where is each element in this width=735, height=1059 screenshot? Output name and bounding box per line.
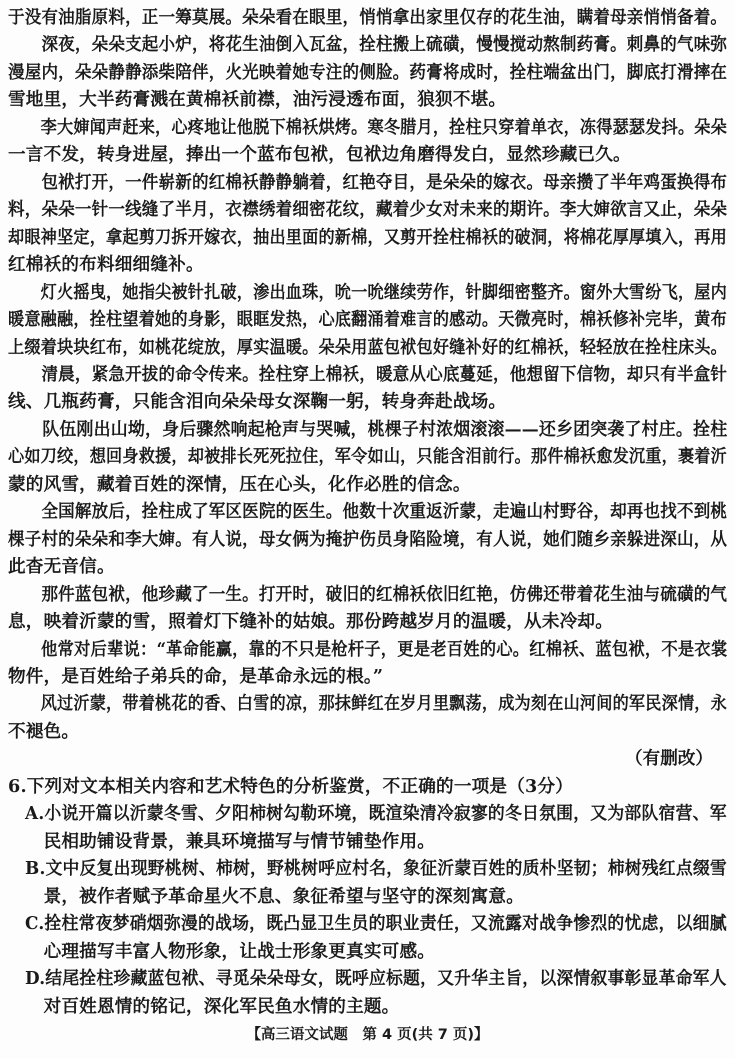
- passage-line: 雪地里，大半药膏溅在黄棉袄前襟，油污浸透布面，狼狈不堪。: [8, 89, 507, 111]
- passage-line: 料，朵朵一针一线缝了半月，衣襟绣着细密花纹，藏着少女对未来的期许。李大婶欲言又止，朵朵: [8, 199, 728, 221]
- passage-line: 李大婶闻声赶来，心疼地让他脱下棉袄烘烤。寒冬腊月，拴柱只穿着单衣，冻得瑟瑟发抖。朵朵: [8, 116, 727, 138]
- question-line: B.文中反复出现野桃树、柿树，野桃树呼应村名，象征沂蒙百姓的质朴坚韧；柿树残红点缀雪: [8, 858, 727, 880]
- passage-line: 队伍刚出山坳，身后骤然响起枪声与哭喊，桃棵子村浓烟滚滚——还乡团突袭了村庄。拴柱: [8, 418, 728, 440]
- passage-line: 上缀着块块红布，如桃花绽放，厚实温暖。朵朵用蓝包袱包好缝补好的红棉袄，轻轻放在拴柱床头。: [8, 336, 727, 358]
- passage-line: 物件，是百姓给子弟兵的命，是革命永远的根。”: [8, 666, 384, 688]
- passage-line: 漫屋内，朵朵静静添柴陪伴，火光映着她专注的侧脸。药膏将成时，拴柱端盆出门，脚底打滑摔在: [8, 61, 728, 83]
- passage-line: 心如刀绞，想回身救援，却被排长死死拉住，军令如山，只能含泪前行。那件棉袄愈发沉重，裹着沂: [8, 446, 727, 468]
- passage-line: 红棉袄的布料细细缝补。: [8, 254, 204, 276]
- question-line: 景，被作者赋予革命星火不息、象征希望与坚守的深刻寓意。: [8, 885, 525, 907]
- passage-line: 清晨，紧急开拔的命令传来。拴柱穿上棉袄，暖意从心底蔓延，他想留下信物，却只有半盒针: [8, 363, 728, 385]
- passage-line: 不褪色。: [8, 720, 80, 742]
- question-line: 对百姓恩情的铭记，深化军民鱼水情的主题。: [8, 995, 400, 1017]
- question-line: A.小说开篇以沂蒙冬雪、夕阳柿树勾勒环境，既渲染清冷寂寥的冬日氛围，又为部队宿营、军: [8, 803, 727, 825]
- passage-line: 一言不发，转身进屋，捧出一个蓝布包袱，包袱边角磨得发白，显然珍藏已久。: [8, 144, 631, 166]
- passage-line: 深夜，朵朵支起小炉，将花生油倒入瓦盆，拴柱搬上硫磺，慢慢搅动熬制药膏。刺鼻的气味弥: [8, 34, 728, 56]
- passage-line: 线、几瓶药膏，只能含泪向朵朵母女深鞠一躬，转身奔赴战场。: [8, 391, 507, 413]
- question-line: C.拴柱常夜梦硝烟弥漫的战场，既凸显卫生员的职业责任，又流露对战争惨烈的忧虑，以细腻: [8, 913, 727, 935]
- passage-line: 暖意融融，拴柱望着她的身影，眼眶发热，心底翻涌着难言的感动。天微亮时，棉袄修补完毕，黄布: [8, 309, 727, 331]
- passage-line: 却眼神坚定，拿起剪刀拆开嫁衣，抽出里面的新棉，又剪开拴柱棉袄的破洞，将棉花厚厚填入，再用: [8, 226, 727, 248]
- passage-line: 他常对后辈说：“革命能赢，靠的不只是枪杆子，更是老百姓的心。红棉袄、蓝包袱，不是衣裳: [8, 638, 728, 660]
- passage-line: 风过沂蒙，带着桃花的香、白雪的凉，那抹鲜红在岁月里飘荡，成为刻在山河间的军民深情，永: [8, 693, 727, 715]
- passage-line: 息，映着沂蒙的雪，照着灯下缝补的姑娘。那份跨越岁月的温暖，从未冷却。: [8, 611, 613, 633]
- page-footer: 【高三语文试题 第 4 页(共 7 页)】: [246, 1027, 489, 1043]
- passage-line: 于没有油脂原料，正一筹莫展。朵朵看在眼里，悄悄拿出家里仅存的花生油，瞒着母亲悄悄备着。: [8, 7, 728, 28]
- passage-line: 包袱打开，一件崭新的红棉袄静静躺着，红艳夺目，是朵朵的嫁衣。母亲攒了半年鸡蛋换得布: [8, 171, 728, 193]
- passage-line: 蒙的风雪，藏着百姓的深情，压在心头，化作必胜的信念。: [8, 473, 471, 495]
- passage-line: 灯火摇曳，她指尖被针扎破，渗出血珠，吮一吮继续劳作，针脚细密整齐。窗外大雪纷飞，屋内: [8, 281, 727, 303]
- passage-line: 棵子村的朵朵和李大婶。有人说，母女俩为掩护伤员身陷险境，有人说，她们随乡亲躲进深山，从: [8, 528, 728, 550]
- question-line: D.结尾拴柱珍藏蓝包袱、寻觅朵朵母女，既呼应标题，又升华主旨，以深情叙事彰显革命军人: [8, 968, 727, 990]
- source-note: （有删改）: [625, 748, 713, 770]
- passage-line: 全国解放后，拴柱成了军区医院的医生。他数十次重返沂蒙，走遍山村野谷，却再也找不到桃: [8, 501, 728, 523]
- passage-line: 那件蓝包袱，他珍藏了一生。打开时，破旧的红棉袄依旧红艳，仿佛还带着花生油与硫磺的气: [8, 583, 728, 605]
- passage-line: 此杳无音信。: [8, 556, 115, 578]
- question-line: 民相助铺设背景，兼具环境描写与情节铺垫作用。: [8, 830, 436, 852]
- question-line: 6.下列对文本相关内容和艺术特色的分析鉴赏，不正确的一项是（3分）: [8, 775, 574, 797]
- question-line: 心理描写丰富人物形象，让战士形象更真实可感。: [8, 940, 436, 962]
